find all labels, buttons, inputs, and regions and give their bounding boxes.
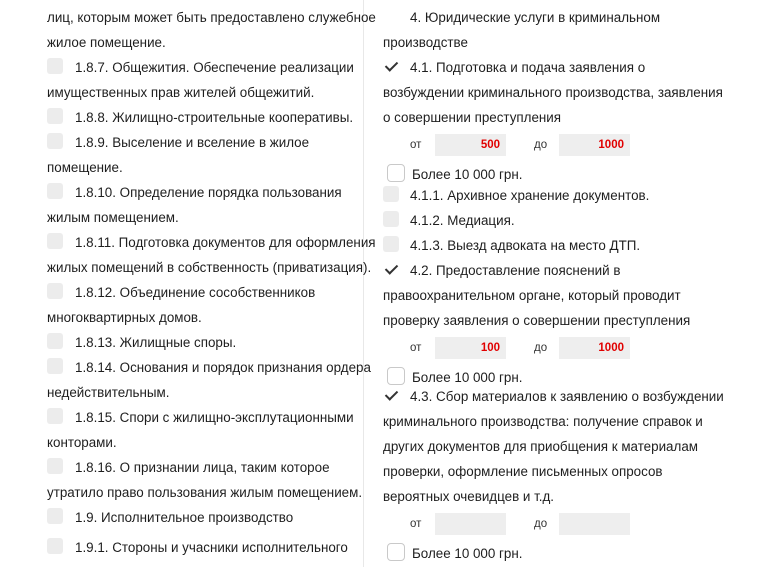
- price-from-input[interactable]: 100: [435, 337, 506, 359]
- item-4-1-1-label: 4.1.1. Архивное хранение документов.: [410, 188, 650, 203]
- more-than-label: Более 10 000 грн.: [412, 546, 523, 561]
- item-4-2-label: проверку заявления о совершении преступления: [383, 313, 691, 328]
- item-4-1-label: о совершении преступления: [383, 110, 562, 125]
- checkbox-4-1-3[interactable]: [383, 236, 399, 252]
- item-4-1-label: возбуждении криминального производства, заявления: [383, 85, 723, 100]
- more-than-label: Более 10 000 грн.: [412, 167, 523, 182]
- checkbox-1-9-1[interactable]: [47, 538, 63, 554]
- item-1-8-9-label: 1.8.9. Выселение и вселение в жилое: [75, 135, 310, 150]
- checkbox-1-8-7[interactable]: [47, 58, 63, 74]
- price-to-label: до: [534, 518, 548, 530]
- checkbox-4-1-2[interactable]: [383, 211, 399, 227]
- item-1-8-15-label: 1.8.15. Спори с жилищно-эксплутационными: [75, 410, 354, 425]
- item-1-8-10-label: 1.8.10. Определение порядка пользования: [75, 185, 342, 200]
- item-4-2-label: 4.2. Предоставление пояснений в: [410, 263, 621, 278]
- item-1-8-10-label: жилым помещением.: [47, 210, 179, 225]
- price-from-input[interactable]: [435, 513, 506, 535]
- item-4-2-label: правоохранительном органе, который проводит: [383, 288, 681, 303]
- item-4-3-label: вероятных очевидцев и т.д.: [383, 489, 555, 504]
- item-1-8-12-label: многоквартирных домов.: [47, 310, 202, 325]
- checkbox-4-2[interactable]: [383, 261, 399, 277]
- checkbox-4-3[interactable]: [383, 387, 399, 403]
- item-1-8-11-label: 1.8.11. Подготовка документов для оформления: [75, 235, 376, 250]
- item-1-8-16-label: утратило право пользования жилым помещением.: [47, 485, 363, 500]
- item-4-3-label: других документов для приобщения к материалам: [383, 439, 698, 454]
- checkbox-1-8-8[interactable]: [47, 108, 63, 124]
- price-from-label: от: [410, 518, 422, 530]
- checkbox-more-than-10000[interactable]: [387, 543, 405, 561]
- more-than-label: Более 10 000 грн.: [412, 370, 523, 385]
- item-4-1-2-label: 4.1.2. Медиация.: [410, 213, 515, 228]
- checkbox-1-8-16[interactable]: [47, 458, 63, 474]
- item-4-1-label: 4.1. Подготовка и подача заявления о: [410, 60, 646, 75]
- item-1-8-13-label: 1.8.13. Жилищные споры.: [75, 335, 237, 350]
- price-to-label: до: [534, 342, 548, 354]
- item-1-8-16-label: 1.8.16. О признании лица, таким которое: [75, 460, 330, 475]
- price-from-label: от: [410, 342, 422, 354]
- item-1-8-14-label: 1.8.14. Основания и порядок признания ордера: [75, 360, 371, 375]
- price-from-label: от: [410, 139, 422, 151]
- line-text: жилое помещение.: [47, 35, 166, 50]
- item-1-8-8-label: 1.8.8. Жилищно-строительные кооперативы.: [75, 110, 354, 125]
- item-4-1-3-label: 4.1.3. Выезд адвоката на место ДТП.: [410, 238, 641, 253]
- item-1-8-11-label: жилых помещений в собственность (приватизация).: [47, 260, 372, 275]
- checkbox-1-9[interactable]: [47, 508, 63, 524]
- checkbox-1-8-11[interactable]: [47, 233, 63, 249]
- column-divider: [363, 0, 364, 567]
- item-1-8-14-label: недействительным.: [47, 385, 170, 400]
- item-1-8-12-label: 1.8.12. Объединение сособственников: [75, 285, 316, 300]
- item-1-9-1-label: 1.9.1. Стороны и учасники исполнительного: [75, 540, 348, 555]
- section-heading: производстве: [383, 35, 468, 50]
- price-to-input[interactable]: [559, 513, 630, 535]
- checkbox-more-than-10000[interactable]: [387, 164, 405, 182]
- checkbox-4-1-1[interactable]: [383, 186, 399, 202]
- price-to-label: до: [534, 139, 548, 151]
- item-4-3-label: криминального производства: получение справок и: [383, 414, 703, 429]
- checkbox-1-8-10[interactable]: [47, 183, 63, 199]
- checkbox-1-8-9[interactable]: [47, 133, 63, 149]
- item-1-8-7-label: 1.8.7. Общежития. Обеспечение реализации: [75, 60, 354, 75]
- checkbox-4-1[interactable]: [383, 58, 399, 74]
- price-to-input[interactable]: 1000: [559, 134, 630, 156]
- section-heading: 4. Юридические услуги в криминальном: [410, 10, 661, 25]
- item-1-8-15-label: конторами.: [47, 435, 117, 450]
- item-1-8-9-label: помещение.: [47, 160, 123, 175]
- item-4-3-label: проверки, оформление письменных опросов: [383, 464, 663, 479]
- checkbox-1-8-13[interactable]: [47, 333, 63, 349]
- checkbox-1-8-12[interactable]: [47, 283, 63, 299]
- item-4-3-label: 4.3. Сбор материалов к заявлению о возбуждении: [410, 389, 724, 404]
- checkbox-more-than-10000[interactable]: [387, 367, 405, 385]
- item-1-9-label: 1.9. Исполнительное производство: [75, 510, 294, 525]
- item-1-8-7-label: имущественных прав жителей общежитий.: [47, 85, 315, 100]
- checkbox-1-8-14[interactable]: [47, 358, 63, 374]
- price-to-input[interactable]: 1000: [559, 337, 630, 359]
- line-text: лиц, которым может быть предоставлено служебное: [47, 10, 376, 25]
- checkbox-1-8-15[interactable]: [47, 408, 63, 424]
- price-from-input[interactable]: 500: [435, 134, 506, 156]
